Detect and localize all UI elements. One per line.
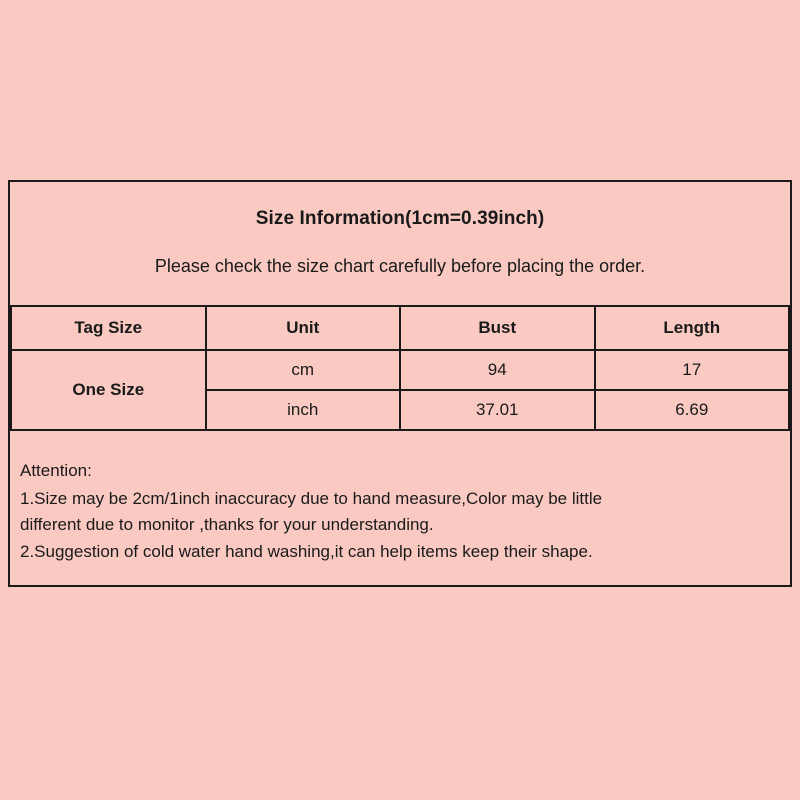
column-header-tag-size: Tag Size	[11, 306, 206, 350]
column-header-bust: Bust	[400, 306, 595, 350]
attention-line-1: 1.Size may be 2cm/1inch inaccuracy due to hand measure,Color may be little	[20, 488, 603, 508]
attention-heading: Attention:	[20, 461, 92, 480]
table-row	[11, 350, 789, 390]
size-table	[10, 305, 790, 431]
cell-length-inch: 6.69	[595, 390, 790, 430]
attention-line-2: different due to monitor ,thanks for your understanding.	[20, 515, 434, 535]
cell-unit-cm: cm	[206, 350, 401, 390]
table-header	[11, 306, 789, 350]
cell-bust-inch: 37.01	[400, 390, 595, 430]
page-title: Size Information(1cm=0.39inch)	[255, 208, 545, 229]
table-body	[11, 350, 789, 430]
attention-section	[10, 431, 790, 585]
cell-length-cm: 17	[595, 350, 790, 390]
cell-bust-cm: 94	[400, 350, 595, 390]
cell-tag-size-value: One Size	[11, 350, 206, 430]
column-header-unit: Unit	[206, 306, 401, 350]
table-header-row	[11, 306, 789, 350]
size-information-card	[8, 180, 792, 587]
card-header	[10, 182, 790, 305]
card-subtitle: Please check the size chart carefully before placing the order.	[154, 256, 646, 276]
attention-line-3: 2.Suggestion of cold water hand washing,it can help items keep their shape.	[20, 541, 593, 561]
column-header-length: Length	[595, 306, 790, 350]
cell-unit-inch: inch	[206, 390, 401, 430]
